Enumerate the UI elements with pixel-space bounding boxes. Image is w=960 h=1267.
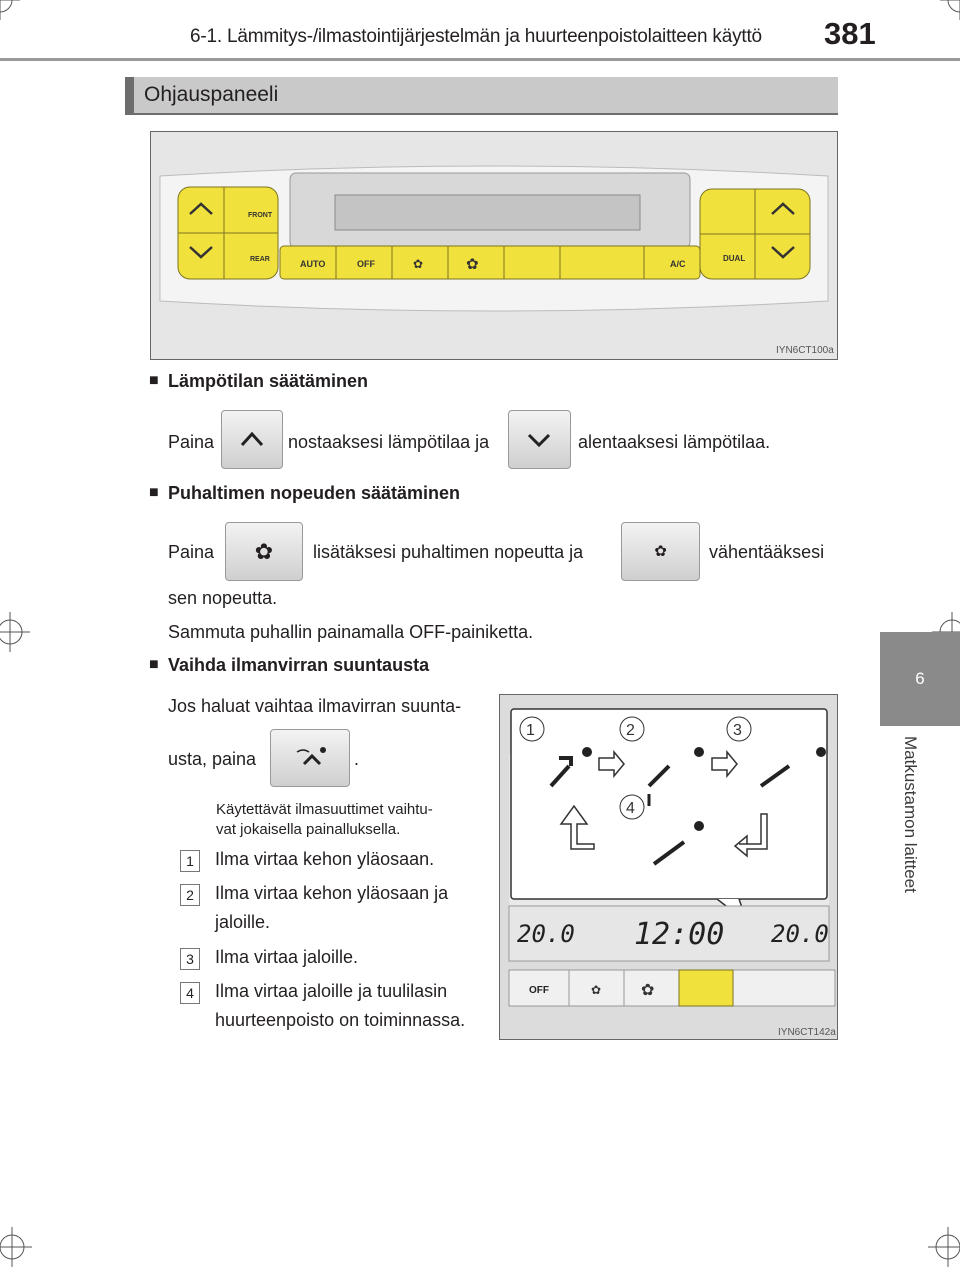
list-number: 1	[180, 850, 200, 872]
airflow-intro-line1: Jos haluat vaihtaa ilmavirran suunta-	[168, 696, 462, 716]
heading-bullet: ■	[149, 484, 159, 501]
fan-off-text: Sammuta puhallin painamalla OFF-painiketta.	[168, 622, 534, 642]
fan-increase-button-image	[225, 522, 303, 581]
svg-text:✿: ✿	[466, 256, 479, 273]
list-number: 4	[180, 982, 200, 1004]
illustration-code: IYN6CT142a	[778, 1027, 836, 1038]
panel-label-ac: A/C	[670, 259, 686, 269]
crop-mark-bottom-left	[0, 1227, 32, 1267]
temp-heading: Lämpötilan säätäminen	[168, 371, 369, 391]
control-panel-photo	[150, 131, 838, 360]
temp-text-mid: nostaaksesi lämpötilaa ja	[288, 432, 490, 452]
fan-decrease-button-image	[621, 522, 700, 581]
section-heading-bar	[125, 77, 838, 113]
callout-1: 1	[526, 722, 535, 739]
airflow-intro-line2: usta, paina	[168, 749, 257, 769]
chapter-label: Matkustamon laitteet	[901, 736, 920, 893]
crop-mark-mid-left	[0, 612, 30, 652]
airflow-mode-icon	[271, 730, 349, 786]
panel-label-rear: REAR	[250, 256, 270, 263]
list-number: 2	[180, 884, 200, 906]
temp-down-button-image	[508, 410, 571, 469]
section-title: Ohjauspaneeli	[144, 83, 279, 106]
fan-text-before: Paina	[168, 542, 215, 562]
crop-mark-bottom-right	[928, 1227, 960, 1267]
section-heading-rule	[125, 113, 838, 115]
list-item-text: Ilma virtaa kehon yläosaan.	[215, 849, 435, 869]
airflow-note-line2: vat jokaisella painalluksella.	[216, 821, 401, 838]
heading-bullet: ■	[149, 656, 159, 673]
temp-text-before: Paina	[168, 432, 215, 452]
panel-label-off: OFF	[357, 259, 375, 269]
fan-text-cont: sen nopeutta.	[168, 588, 278, 608]
running-header-title: 6-1. Lämmitys-/ilmastointijärjestelmän ja huurteenpoistolaitteen käyttö	[190, 26, 762, 47]
panel-label-dual: DUAL	[723, 254, 746, 263]
section-heading-marker	[125, 77, 134, 113]
display-off-label: OFF	[529, 985, 549, 996]
fan-heading: Puhaltimen nopeuden säätäminen	[168, 483, 461, 503]
svg-text:✿: ✿	[413, 257, 424, 271]
list-item-text: Ilma virtaa kehon yläosaan ja	[215, 883, 449, 903]
callout-2: 2	[626, 722, 635, 739]
display-temp-left: 20.0	[517, 920, 575, 948]
heading-bullet: ■	[149, 372, 159, 389]
callout-4: 4	[626, 800, 635, 817]
airflow-note-line1: Käytettävät ilmasuuttimet vaihtu-	[216, 801, 433, 818]
fan-icon: ✿	[254, 539, 274, 564]
airflow-mode-button-image	[270, 729, 350, 787]
fan-small-icon: ✿	[654, 543, 667, 560]
airflow-heading: Vaihda ilmanvirran suuntausta	[168, 655, 430, 675]
page-number: 381	[824, 16, 876, 51]
list-item-text-cont: huurteenpoisto on toiminnassa.	[215, 1010, 466, 1030]
fan-text-after: vähentääksesi	[709, 542, 825, 562]
photo-code: IYN6CT100a	[776, 345, 834, 356]
temp-text-after: alentaaksesi lämpötilaa.	[578, 432, 771, 452]
list-item-text: Ilma virtaa jaloille ja tuulilasin	[215, 981, 448, 1001]
display-clock: 12:00	[634, 917, 725, 952]
panel-label-auto: AUTO	[300, 259, 326, 269]
svg-text:✿: ✿	[591, 983, 602, 997]
chapter-tab: 6	[880, 632, 960, 726]
display-temp-right: 20.0	[771, 920, 829, 948]
airflow-intro-end: .	[354, 749, 360, 769]
svg-text:✿: ✿	[641, 982, 655, 999]
chevron-up-icon	[222, 411, 282, 468]
list-item-text-cont: jaloille.	[215, 912, 271, 932]
crop-mark-top-left	[0, 0, 20, 20]
list-item-text: Ilma virtaa jaloille.	[215, 947, 359, 967]
chevron-down-icon	[509, 411, 570, 468]
crop-mark-top-right	[940, 0, 960, 20]
callout-3: 3	[733, 722, 742, 739]
list-number: 3	[180, 948, 200, 970]
fan-text-mid: lisätäksesi puhaltimen nopeutta ja	[313, 542, 584, 562]
panel-label-front: FRONT	[248, 212, 273, 219]
header-divider	[0, 58, 960, 61]
airflow-display-illustration	[499, 694, 838, 1040]
temp-up-button-image	[221, 410, 283, 469]
